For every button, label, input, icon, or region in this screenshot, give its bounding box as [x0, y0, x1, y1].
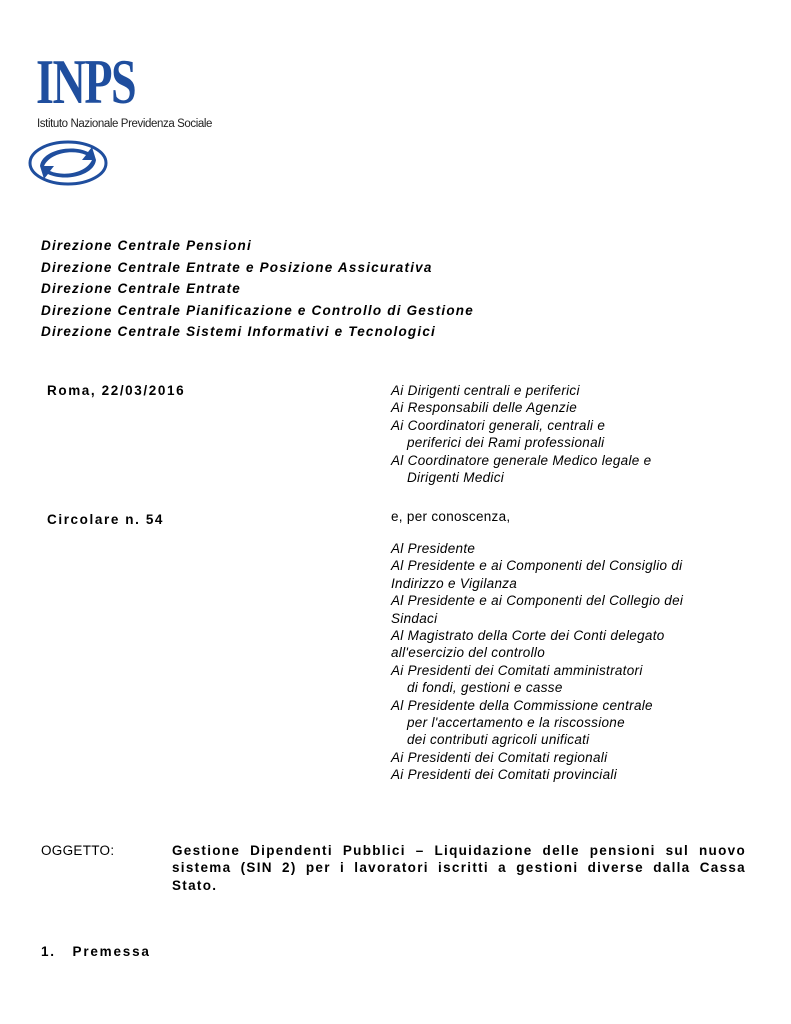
directorate-line: Direzione Centrale Sistemi Informativi e Tecnologici — [41, 324, 436, 339]
recipient-line: Ai Responsabili delle Agenzie — [391, 400, 578, 416]
inps-emblem-icon — [26, 138, 110, 188]
directorate-line: Direzione Centrale Entrate e Posizione Assicurativa — [41, 260, 433, 275]
cc-recipient-line: per l'accertamento e la riscossione — [407, 715, 625, 731]
oggetto-text: Gestione Dipendenti Pubblici – Liquidazione delle pensioni sul nuovo sistema (SIN 2) per i lavoratori iscritti a gestioni diverse dalla Cassa Stato. — [172, 843, 746, 893]
cc-recipient-line: Al Presidente e ai Componenti del Collegio dei — [391, 593, 684, 609]
cc-recipient-line: Al Presidente e ai Componenti del Consiglio di — [391, 558, 683, 574]
cc-recipient-line: di fondi, gestioni e casse — [407, 680, 563, 696]
circolare-number: Circolare n. 54 — [47, 512, 165, 527]
recipients-list — [391, 382, 771, 486]
recipient-line: Ai Dirigenti centrali e periferici — [391, 383, 580, 398]
cc-recipient-line: Al Magistrato della Corte dei Conti delegato — [391, 628, 665, 644]
cc-recipient-line: Sindaci — [391, 610, 438, 626]
cc-label: e, per conoscenza, — [391, 509, 511, 524]
cc-recipient-line: Al Presidente della Commissione centrale — [391, 697, 653, 713]
oggetto-label: OGGETTO: — [41, 843, 115, 858]
inps-logo-subtitle: Istituto Nazionale Previdenza Sociale — [37, 118, 213, 130]
cc-recipient-line: Al Presidente — [391, 541, 476, 556]
cc-recipient-line: Ai Presidenti dei Comitati regionali — [391, 749, 608, 765]
section-title: 1. Premessa — [41, 944, 151, 959]
cc-recipient-line: Ai Presidenti dei Comitati amministratori — [391, 662, 643, 678]
directorate-line: Direzione Centrale Pensioni — [41, 238, 252, 253]
place-date: Roma, 22/03/2016 — [47, 383, 186, 398]
directorate-line: Direzione Centrale Pianificazione e Controllo di Gestione — [41, 303, 474, 318]
cc-recipient-line: dei contributi agricoli unificati — [407, 732, 590, 748]
recipient-line: Ai Coordinatori generali, centrali e — [391, 417, 606, 433]
cc-recipient-line: Ai Presidenti dei Comitati provinciali — [391, 767, 617, 783]
cc-recipient-line: all'esercizio del controllo — [391, 645, 545, 661]
cc-recipients-list — [391, 540, 771, 784]
recipient-line: periferici dei Rami professionali — [407, 435, 605, 451]
recipient-line: Al Coordinatore generale Medico legale e — [391, 452, 652, 468]
recipient-line: Dirigenti Medici — [407, 470, 505, 486]
cc-recipient-line: Indirizzo e Vigilanza — [391, 575, 518, 591]
directorate-line: Direzione Centrale Entrate — [41, 281, 241, 296]
inps-logo-wordmark: INPS — [36, 46, 136, 117]
